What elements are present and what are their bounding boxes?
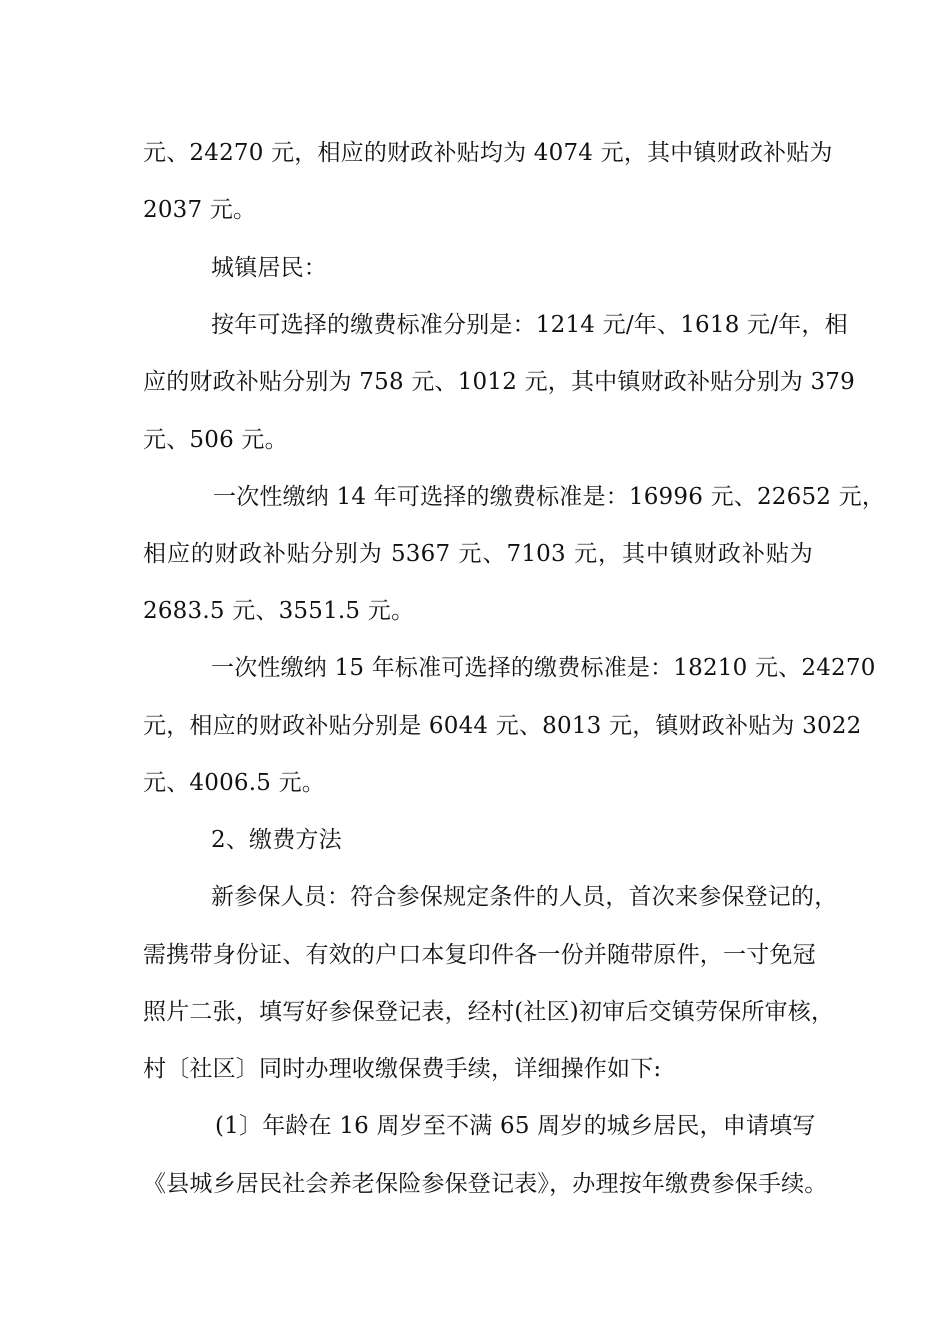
paragraph-line: 相应的财政补贴分别为 5367 元、7103 元，其中镇财政补贴为	[143, 541, 813, 567]
paragraph-line: 元、24270 元，相应的财政补贴均为 4074 元，其中镇财政补贴为	[143, 140, 833, 166]
paragraph-line: 村〔社区〕同时办理收缴保费手续，详细操作如下:	[143, 1056, 662, 1082]
paragraph-line: 新参保人员：符合参保规定条件的人员，首次来参保登记的，	[211, 884, 838, 910]
section-heading-payment-method: 2、缴费方法	[211, 827, 342, 853]
paragraph-line: 一次性缴纳 14 年可选择的缴费标准是：16996 元、22652 元，	[213, 484, 886, 510]
paragraph-line: 按年可选择的缴费标准分别是：1214 元/年、1618 元/年，相	[211, 312, 848, 338]
paragraph-line: 2683.5 元、3551.5 元。	[143, 598, 415, 624]
paragraph-line: 2037 元。	[143, 197, 257, 223]
paragraph-line: 元、506 元。	[143, 427, 288, 453]
paragraph-line: 应的财政补贴分别为 758 元、1012 元，其中镇财政补贴分别为 379	[143, 369, 855, 395]
list-item-1: (1〕年龄在 16 周岁至不满 65 周岁的城乡居民，申请填写	[215, 1113, 816, 1139]
section-heading-urban-residents: 城镇居民：	[211, 255, 327, 281]
paragraph-line: 元、4006.5 元。	[143, 770, 325, 796]
paragraph-line: 需携带身份证、有效的户口本复印件各一份并随带原件，一寸免冠	[143, 942, 816, 968]
paragraph-line: 一次性缴纳 15 年标准可选择的缴费标准是：18210 元、24270	[211, 655, 876, 681]
paragraph-line: 照片二张，填写好参保登记表，经村(社区)初审后交镇劳保所审核，	[143, 999, 835, 1025]
paragraph-line: 《县城乡居民社会养老保险参保登记表》，办理按年缴费参保手续。	[143, 1171, 828, 1197]
paragraph-line: 元，相应的财政补贴分别是 6044 元、8013 元，镇财政补贴为 3022	[143, 713, 862, 739]
